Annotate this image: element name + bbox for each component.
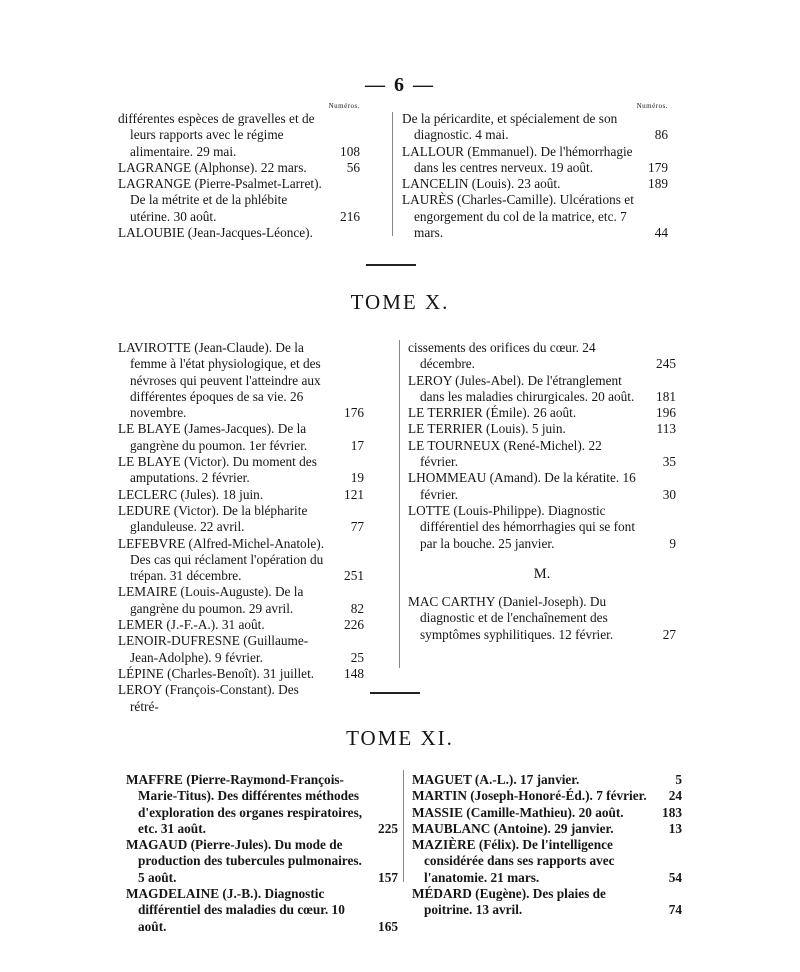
entry-number: 108 (340, 143, 360, 159)
entry-text: LEDURE (Victor). De la blépharite glanduleuse. 22 avril. (118, 502, 308, 535)
entry-number: 121 (344, 486, 364, 502)
index-entry (408, 594, 676, 643)
entry-text: MASSIE (Camille-Mathieu). 20 août. (412, 804, 624, 820)
entry-text: différentes espèces de gravelles et de leurs rapports avec le régime alimentaire. 29 mai. (118, 111, 315, 159)
entry-text: LOTTE (Louis-Philippe). Diagnostic différentiel des hémorrhagies qui se font par la bouche. 25 janvier. (408, 502, 636, 551)
entry-number: 181 (656, 388, 676, 404)
top-left-column (118, 102, 360, 241)
entry-text: LEROY (Jules-Abel). De l'étranglement dans les maladies chirurgicales. 20 août. (408, 372, 635, 404)
index-entry (408, 503, 676, 552)
index-entry (118, 421, 364, 454)
entry-number: 113 (656, 421, 676, 437)
index-entry (118, 536, 364, 585)
entry-number: 30 (662, 486, 676, 502)
index-entry (118, 340, 364, 421)
index-entry (412, 886, 682, 919)
entry-list (118, 340, 364, 715)
entry-number: 35 (662, 454, 676, 470)
entry-text: LÉPINE (Charles-Benoît). 31 juillet. (118, 665, 315, 681)
index-entry (408, 373, 676, 406)
letter-m-heading: M. (533, 565, 551, 582)
entry-text: LEMAIRE (Louis-Auguste). De la gangrène du poumon. 29 avril. (118, 584, 304, 616)
entry-list (126, 772, 398, 935)
entry-text: LALLOUR (Emmanuel). De l'hémorrhagie dans les centres nerveux. 19 août. (402, 143, 633, 175)
section-rule (366, 264, 416, 266)
index-entry (118, 176, 360, 225)
index-entry (412, 788, 682, 804)
index-entry (118, 584, 364, 617)
entry-list (408, 594, 676, 643)
index-entry (118, 111, 360, 160)
entry-number: 183 (662, 804, 682, 820)
entry-text: MAZIÈRE (Félix). De l'intelligence considérée dans ses rapports avec l'anatomie. 21 mars. (412, 837, 615, 885)
entry-text: LEMER (J.-F.-A.). 31 août. (118, 617, 265, 633)
index-entry (408, 405, 676, 421)
index-entry (408, 340, 676, 373)
numeros-label: Numéros. (636, 102, 668, 110)
entry-text: MAUBLANC (Antoine). 29 janvier. (412, 820, 614, 836)
index-entry (408, 438, 676, 471)
numeros-label: Numéros. (328, 102, 360, 110)
index-entry (126, 837, 398, 886)
entry-number: 225 (378, 820, 398, 836)
column-divider (403, 770, 404, 882)
entry-number: 17 (350, 437, 364, 453)
entry-number: 226 (344, 617, 364, 633)
entry-text: De la péricardite, et spécialement de son diagnostic. 4 mai. (402, 111, 618, 143)
entry-text: MAFFRE (Pierre-Raymond-François-Marie-Titus). Des différentes méthodes d'exploration des organes respiratoires, etc. 31 août. (126, 772, 363, 836)
page-number: — 6 — (365, 74, 435, 96)
entry-text: LE TERRIER (Louis). 5 juin. (408, 421, 566, 437)
entry-number: 176 (344, 405, 364, 421)
entry-number: 19 (350, 470, 364, 486)
index-entry (118, 487, 364, 503)
index-entry (412, 772, 682, 788)
index-entry (118, 633, 364, 666)
entry-number: 27 (662, 626, 676, 642)
entry-number: 44 (654, 225, 668, 241)
index-entry (402, 144, 668, 177)
entry-number: 24 (668, 788, 682, 804)
entry-number: 9 (669, 535, 676, 551)
entry-number: 5 (675, 772, 682, 787)
entry-number: 157 (378, 869, 398, 885)
index-entry (402, 192, 668, 241)
section-rule (370, 692, 420, 694)
entry-number: 25 (350, 649, 364, 665)
index-entry (118, 503, 364, 536)
entry-text: MAGUET (A.-L.). 17 janvier. (412, 772, 580, 787)
tome-x-left-column (118, 340, 364, 715)
index-entry (118, 666, 364, 682)
entry-text: LALOUBIE (Jean-Jacques-Léonce). (118, 225, 313, 241)
top-right-column (402, 102, 668, 241)
entry-text: LE BLAYE (Victor). Du moment des amputations. 2 février. (118, 454, 317, 486)
entry-text: LE TOURNEUX (René-Michel). 22 février. (408, 437, 602, 470)
entry-list (402, 111, 668, 241)
tome-xi-left-column (126, 772, 398, 935)
tome-x-heading: TOME X. (350, 290, 450, 314)
column-divider (399, 340, 400, 668)
entry-number: 54 (668, 869, 682, 885)
entry-number: 179 (648, 159, 668, 175)
index-entry (118, 160, 360, 176)
index-entry (118, 225, 360, 241)
entry-text: LAVIROTTE (Jean-Claude). De la femme à l'état physiologique, et des névroses qui peuvent l'atteindre aux différentes époques de sa vie. 26 novembre. (118, 340, 321, 421)
entry-text: MÉDARD (Eugène). Des plaies de poitrine. 13 avril. (412, 886, 606, 918)
entry-list (408, 340, 676, 552)
tome-x-right-column (408, 340, 676, 643)
entry-number: 82 (350, 600, 364, 616)
entry-number: 251 (344, 568, 364, 584)
entry-text: LE TERRIER (Émile). 26 août. (408, 405, 577, 421)
index-entry (118, 454, 364, 487)
entry-text: LECLERC (Jules). 18 juin. (118, 486, 264, 502)
entry-text: MAGDELAINE (J.-B.). Diagnostic différentiel des maladies du cœur. 10 août. (126, 886, 345, 934)
entry-text: LE BLAYE (James-Jacques). De la gangrène du poumon. 1er février. (118, 421, 308, 453)
index-entry (408, 470, 676, 503)
tome-xi-right-column (412, 772, 682, 919)
entry-text: MAC CARTHY (Daniel-Joseph). Du diagnostic et de l'enchaînement des symptômes syphilitiques. 12 février. (408, 594, 614, 642)
entry-text: LEFEBVRE (Alfred-Michel-Anatole). Des cas qui réclament l'opération du trépan. 31 décembre. (118, 535, 325, 584)
entry-number: 165 (378, 918, 398, 934)
index-entry (126, 886, 398, 935)
entry-text: LENOIR-DUFRESNE (Guillaume-Jean-Adolphe). 9 février. (118, 633, 309, 665)
index-entry (402, 176, 668, 192)
entry-number: 216 (340, 208, 360, 224)
entry-list (118, 111, 360, 241)
index-entry (126, 772, 398, 837)
entry-number: 13 (668, 820, 682, 836)
entry-text: LHOMMEAU (Amand). De la kératite. 16 février. (408, 470, 636, 502)
index-entry (402, 111, 668, 144)
entry-text: LEROY (François-Constant). Des rétré- (118, 682, 299, 714)
entry-number: 148 (344, 665, 364, 681)
index-entry (412, 805, 682, 821)
entry-list (412, 772, 682, 919)
entry-number: 56 (346, 159, 360, 175)
entry-number: 196 (656, 405, 676, 421)
entry-text: LAGRANGE (Alphonse). 22 mars. (118, 159, 307, 175)
index-entry (412, 821, 682, 837)
entry-text: LAGRANGE (Pierre-Psalmet-Larret). De la métrite et de la phlébite utérine. 30 août. (118, 176, 322, 224)
entry-text: cissements des orifices du cœur. 24 décembre. (408, 340, 596, 372)
column-divider (392, 112, 393, 236)
tome-xi-heading: TOME XI. (346, 726, 454, 750)
index-entry (412, 837, 682, 886)
entry-number: 74 (668, 902, 682, 918)
entry-text: MAGAUD (Pierre-Jules). Du mode de production des tubercules pulmonaires. 5 août. (126, 837, 362, 885)
entry-text: MARTIN (Joseph-Honoré-Éd.). 7 février. (412, 788, 647, 804)
entry-text: LANCELIN (Louis). 23 août. (402, 176, 561, 192)
entry-number: 77 (350, 519, 364, 535)
index-entry (408, 421, 676, 437)
entry-number: 245 (656, 356, 676, 372)
index-entry (118, 617, 364, 633)
index-entry (118, 682, 364, 715)
entry-text: LAURÈS (Charles-Camille). Ulcérations et engorgement du col de la matrice, etc. 7 mars. (402, 192, 634, 241)
entry-number: 189 (648, 176, 668, 192)
entry-number: 86 (654, 127, 668, 143)
